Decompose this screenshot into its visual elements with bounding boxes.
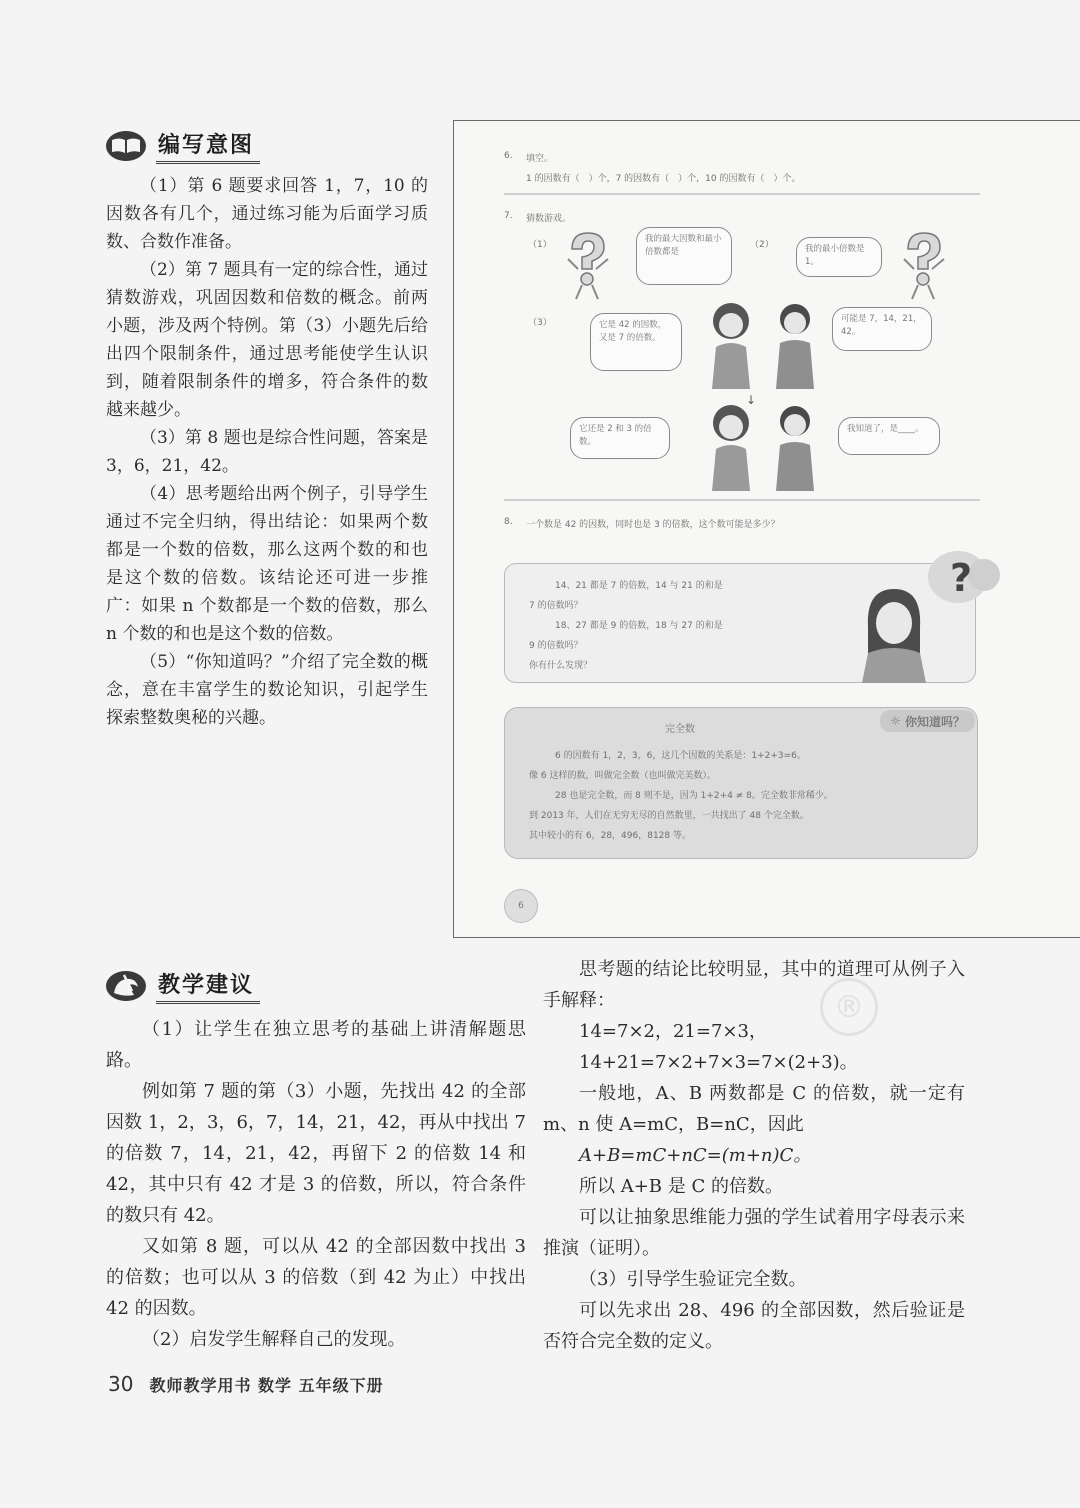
speech-bubble: 它还是 2 和 3 的倍数。 xyxy=(570,417,670,459)
intent-paragraph: （3）第 8 题也是综合性问题，答案是 3，6，21，42。 xyxy=(106,428,428,476)
know-line: 6 的因数有 1，2，3，6，这几个因数的关系是：1+2+3=6。 xyxy=(555,751,806,761)
intent-paragraph: （2）第 7 题具有一定的综合性，通过猜数游戏，巩固因数和倍数的概念。前两小题，涉及两个特例。第（3）小题先后给出四个限制条件，通过思考能使学生认识到，随着限制条件的增多，符合条件的数越来越少。 xyxy=(106,260,428,420)
speech-bubble: 它是 42 的因数，又是 7 的倍数。 xyxy=(590,313,682,371)
think-line: 14、21 都是 7 的倍数，14 与 21 的和是 xyxy=(555,581,723,591)
star-icon: ☼ xyxy=(890,714,901,728)
girl-illustration xyxy=(700,399,762,491)
suggestion-paragraph: （3）引导学生验证完全数。 xyxy=(579,1269,807,1290)
suggestion-paragraph: 一般地，A、B 两数都是 C 的倍数，就一定有 m、n 使 A=mC，B=nC，因此 xyxy=(543,1083,965,1135)
did-you-know-box xyxy=(504,707,978,859)
suggestion-paragraph: 例如第 7 题的第（3）小题，先找出 42 的全部因数 1，2，3，6，7，14，21，42，再从中找出 7 的倍数 7，14，21，42，再留下 2 的倍数 14 和 42，其中只有 42 才是 3 的倍数，所以，符合条件的数只有 42。 xyxy=(106,1081,526,1226)
pen-hand-icon xyxy=(104,969,148,1003)
intent-heading xyxy=(104,128,260,164)
know-line: 其中较小的有 6，28，496，8128 等。 xyxy=(529,831,691,841)
book-title: 教师教学用书 数学 五年级下册 xyxy=(149,1376,384,1395)
girl-thinking-illustration xyxy=(848,583,940,683)
q6-number: 6. xyxy=(504,151,513,161)
intent-text xyxy=(106,172,428,732)
q7-part-2: （2） xyxy=(750,240,774,250)
svg-text:?: ? xyxy=(950,556,973,600)
girl-illustration xyxy=(700,297,762,389)
suggestion-left-column xyxy=(106,1014,526,1355)
think-line: 你有什么发现？ xyxy=(529,661,593,671)
suggestion-paragraph: 思考题的结论比较明显，其中的道理可从例子入手解释： xyxy=(543,959,965,1011)
suggestion-paragraph: 可以先求出 28、496 的全部因数，然后验证是否符合完全数的定义。 xyxy=(543,1300,965,1352)
q8-text: 一个数是 42 的因数，同时也是 3 的倍数，这个数可能是多少？ xyxy=(526,520,780,530)
boy-illustration xyxy=(766,399,824,491)
intent-paragraph: （5）“你知道吗？”介绍了完全数的概念，意在丰富学生的数论知识，引起学生探索整数奥秘的兴趣。 xyxy=(106,652,428,728)
boy-illustration xyxy=(766,297,824,389)
down-arrow-icon: ↓ xyxy=(746,393,757,407)
suggestion-paragraph: 可以让抽象思维能力强的学生试着用字母表示来推演（证明）。 xyxy=(543,1207,965,1259)
suggestion-paragraph: 又如第 8 题，可以从 42 的全部因数中找出 3 的倍数；也可以从 3 的倍数（到 42 为止）中找出 42 的因数。 xyxy=(106,1236,526,1319)
know-line: 像 6 这样的数，叫做完全数（也叫做完美数）。 xyxy=(529,771,716,781)
formula-line: 14=7×2，21=7×3， xyxy=(579,1021,767,1042)
question-mark-character-illustration xyxy=(558,229,616,301)
q7-title: 猜数游戏。 xyxy=(526,214,572,224)
suggestion-heading xyxy=(104,968,260,1004)
suggestion-right-column xyxy=(543,954,965,1357)
suggestion-paragraph: （1）让学生在独立思考的基础上讲清解题思路。 xyxy=(106,1019,526,1071)
textbook-page-preview xyxy=(453,120,1080,938)
intent-title: 编写意图 xyxy=(156,128,260,164)
divider xyxy=(504,499,980,501)
know-title: 完全数 xyxy=(665,724,695,735)
speech-bubble: 我知道了，是____。 xyxy=(838,417,940,455)
q8-number: 8. xyxy=(504,517,513,527)
speech-bubble: 我的最大因数和最小倍数都是 xyxy=(636,227,732,285)
think-line: 9 的倍数吗？ xyxy=(529,641,583,651)
divider xyxy=(504,193,980,195)
did-you-know-tag xyxy=(880,710,975,732)
speech-bubble: 可能是 7，14，21，42。 xyxy=(832,307,932,351)
know-line: 28 也是完全数，而 8 则不是，因为 1+2+4 ≠ 8。完全数非常稀少。 xyxy=(555,791,833,801)
q6-title: 填空。 xyxy=(526,154,554,164)
page-number: 30 xyxy=(108,1372,134,1396)
intent-paragraph: （4）思考题给出两个例子，引导学生通过不完全归纳，得出结论：如果两个数都是一个数的倍数，那么这两个数的和也是这个数的倍数。该结论还可进一步推广：如果 n 个数都是一个数的倍数，那么 n 个数的和也是这个数的倍数。 xyxy=(106,484,428,644)
q7-part-1: （1） xyxy=(528,240,552,250)
formula-line: 14+21=7×2+7×3=7×(2+3)。 xyxy=(579,1052,858,1073)
suggestion-paragraph: （2）启发学生解释自己的发现。 xyxy=(142,1329,406,1350)
page-footer xyxy=(108,1372,384,1396)
formula-line: A+B=mC+nC=(m+n)C。 xyxy=(579,1145,812,1166)
know-line: 到 2013 年，人们在无穷无尽的自然数里，一共找出了 48 个完全数。 xyxy=(529,811,809,821)
textbook-page-number: 6 xyxy=(504,889,538,923)
open-book-icon xyxy=(104,129,148,163)
q7-part-3: （3） xyxy=(528,318,552,328)
speech-bubble: 我的最小倍数是 1。 xyxy=(796,237,882,277)
think-line: 18、27 都是 9 的倍数，18 与 27 的和是 xyxy=(555,621,723,631)
think-line: 7 的倍数吗？ xyxy=(529,601,583,611)
intent-paragraph: （1）第 6 题要求回答 1，7，10 的因数各有几个，通过练习能为后面学习质数、合数作准备。 xyxy=(106,176,428,252)
suggestion-title: 教学建议 xyxy=(156,968,260,1004)
question-mark-character-illustration xyxy=(894,229,952,301)
suggestion-paragraph: 所以 A+B 是 C 的倍数。 xyxy=(579,1176,783,1197)
q7-number: 7. xyxy=(504,211,513,221)
did-you-know-label: 你知道吗？ xyxy=(904,714,965,729)
registered-trademark-watermark: ® xyxy=(820,978,878,1036)
q6-text: 1 的因数有（ ）个，7 的因数有（ ）个，10 的因数有（ ）个。 xyxy=(526,174,801,184)
